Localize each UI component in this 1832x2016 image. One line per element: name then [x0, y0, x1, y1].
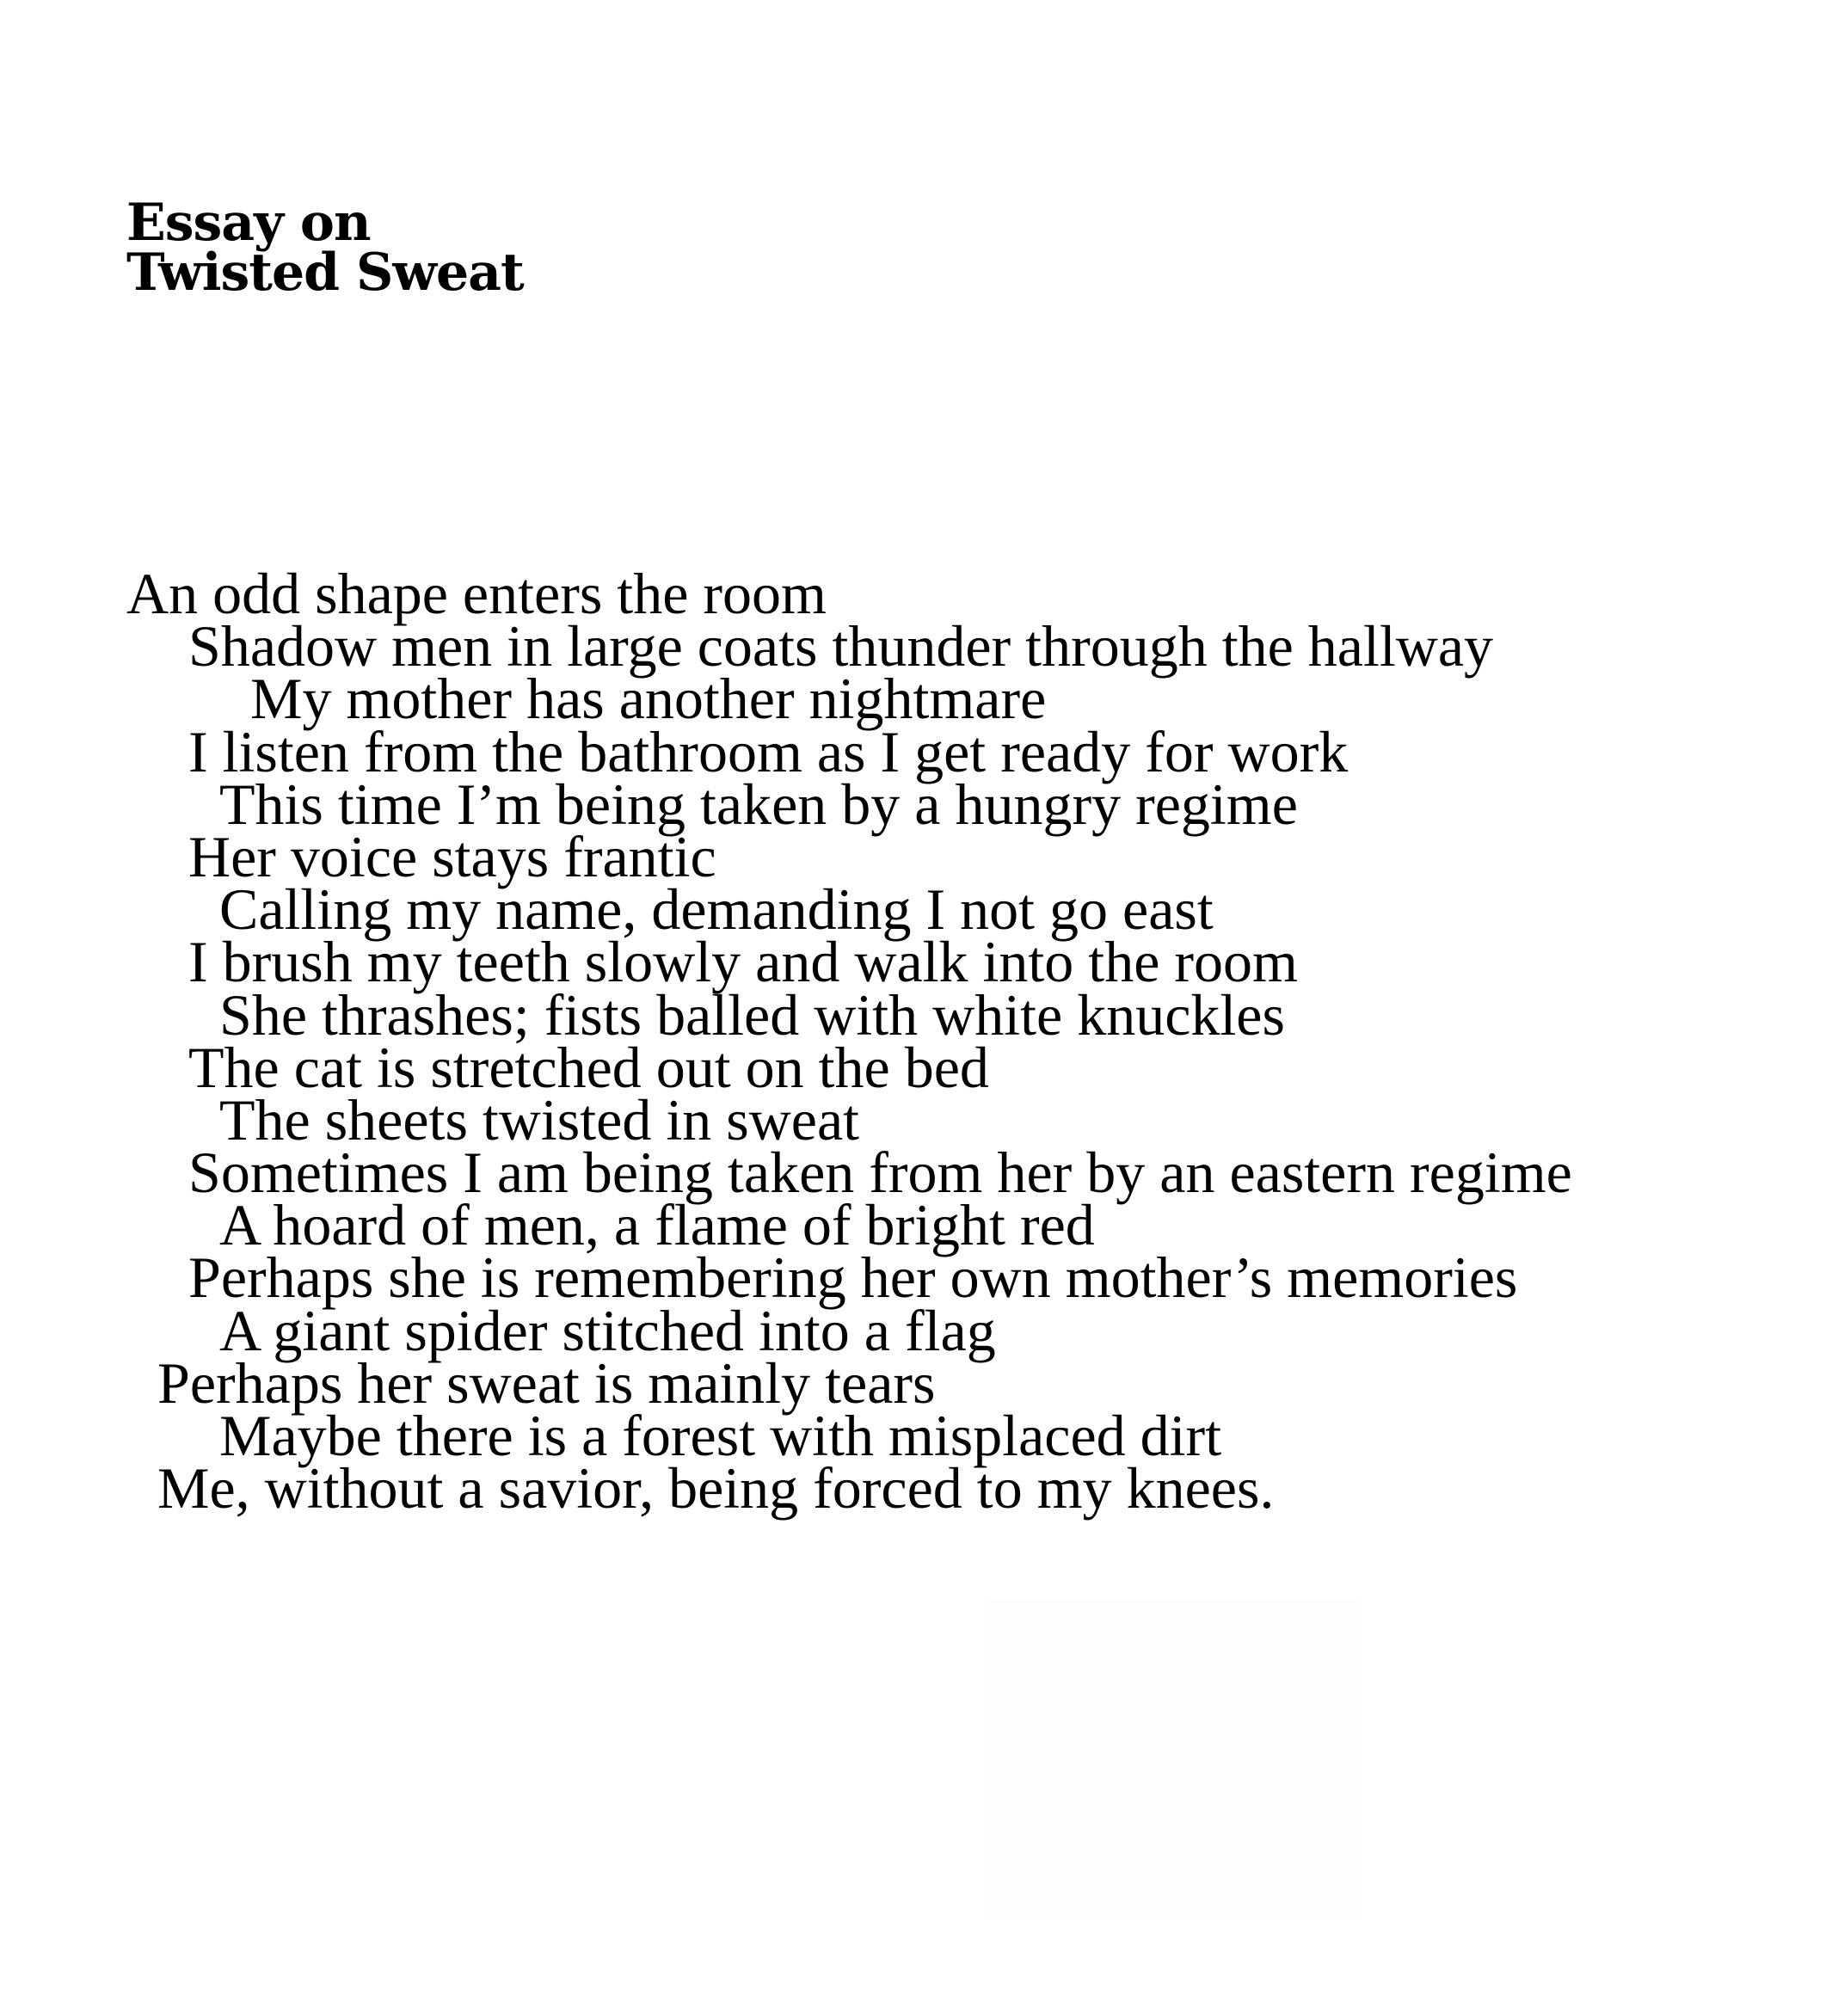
poem-line: A giant spider stitched into a flag [219, 1297, 996, 1363]
poem-line: The sheets twisted in sweat [219, 1086, 860, 1152]
poem-line: The cat is stretched out on the bed [188, 1034, 989, 1100]
poem-line: My mother has another nightmare [250, 666, 1047, 732]
poem-line: Sometimes I am being taken from her by an eastern regime [188, 1140, 1572, 1206]
poem-line: A hoard of men, a flame of bright red [219, 1192, 1095, 1258]
poem-line: Perhaps her sweat is mainly tears [157, 1349, 936, 1416]
poem-body [126, 561, 1812, 1521]
faint-background-patch [989, 1600, 1359, 1920]
poem-line: Shadow men in large coats thunder through the hallway [188, 613, 1494, 679]
poem-line: Her voice stays frantic [188, 823, 716, 889]
poem-line: Maybe there is a forest with misplaced dirt [219, 1403, 1222, 1468]
poem-line: An odd shape enters the room [126, 561, 827, 626]
poem-line: I brush my teeth slowly and walk into the room [188, 929, 1298, 995]
poem-line: Me, without a savior, being forced to my knees. [157, 1455, 1275, 1521]
poem-line: This time I’m being taken by a hungry regime [219, 771, 1298, 837]
poem-line: I listen from the bathroom as I get ready for work [188, 718, 1349, 784]
title-line-2: Twisted Sweat [126, 243, 524, 303]
poem-title [126, 193, 524, 303]
poem-line: Perhaps she is remembering her own mother’s memories [188, 1245, 1518, 1311]
poem-line: Calling my name, demanding I not go east [219, 876, 1214, 943]
poem-line: She thrashes; fists balled with white knuckles [219, 981, 1285, 1048]
title-line-1: Essay on [126, 193, 371, 253]
